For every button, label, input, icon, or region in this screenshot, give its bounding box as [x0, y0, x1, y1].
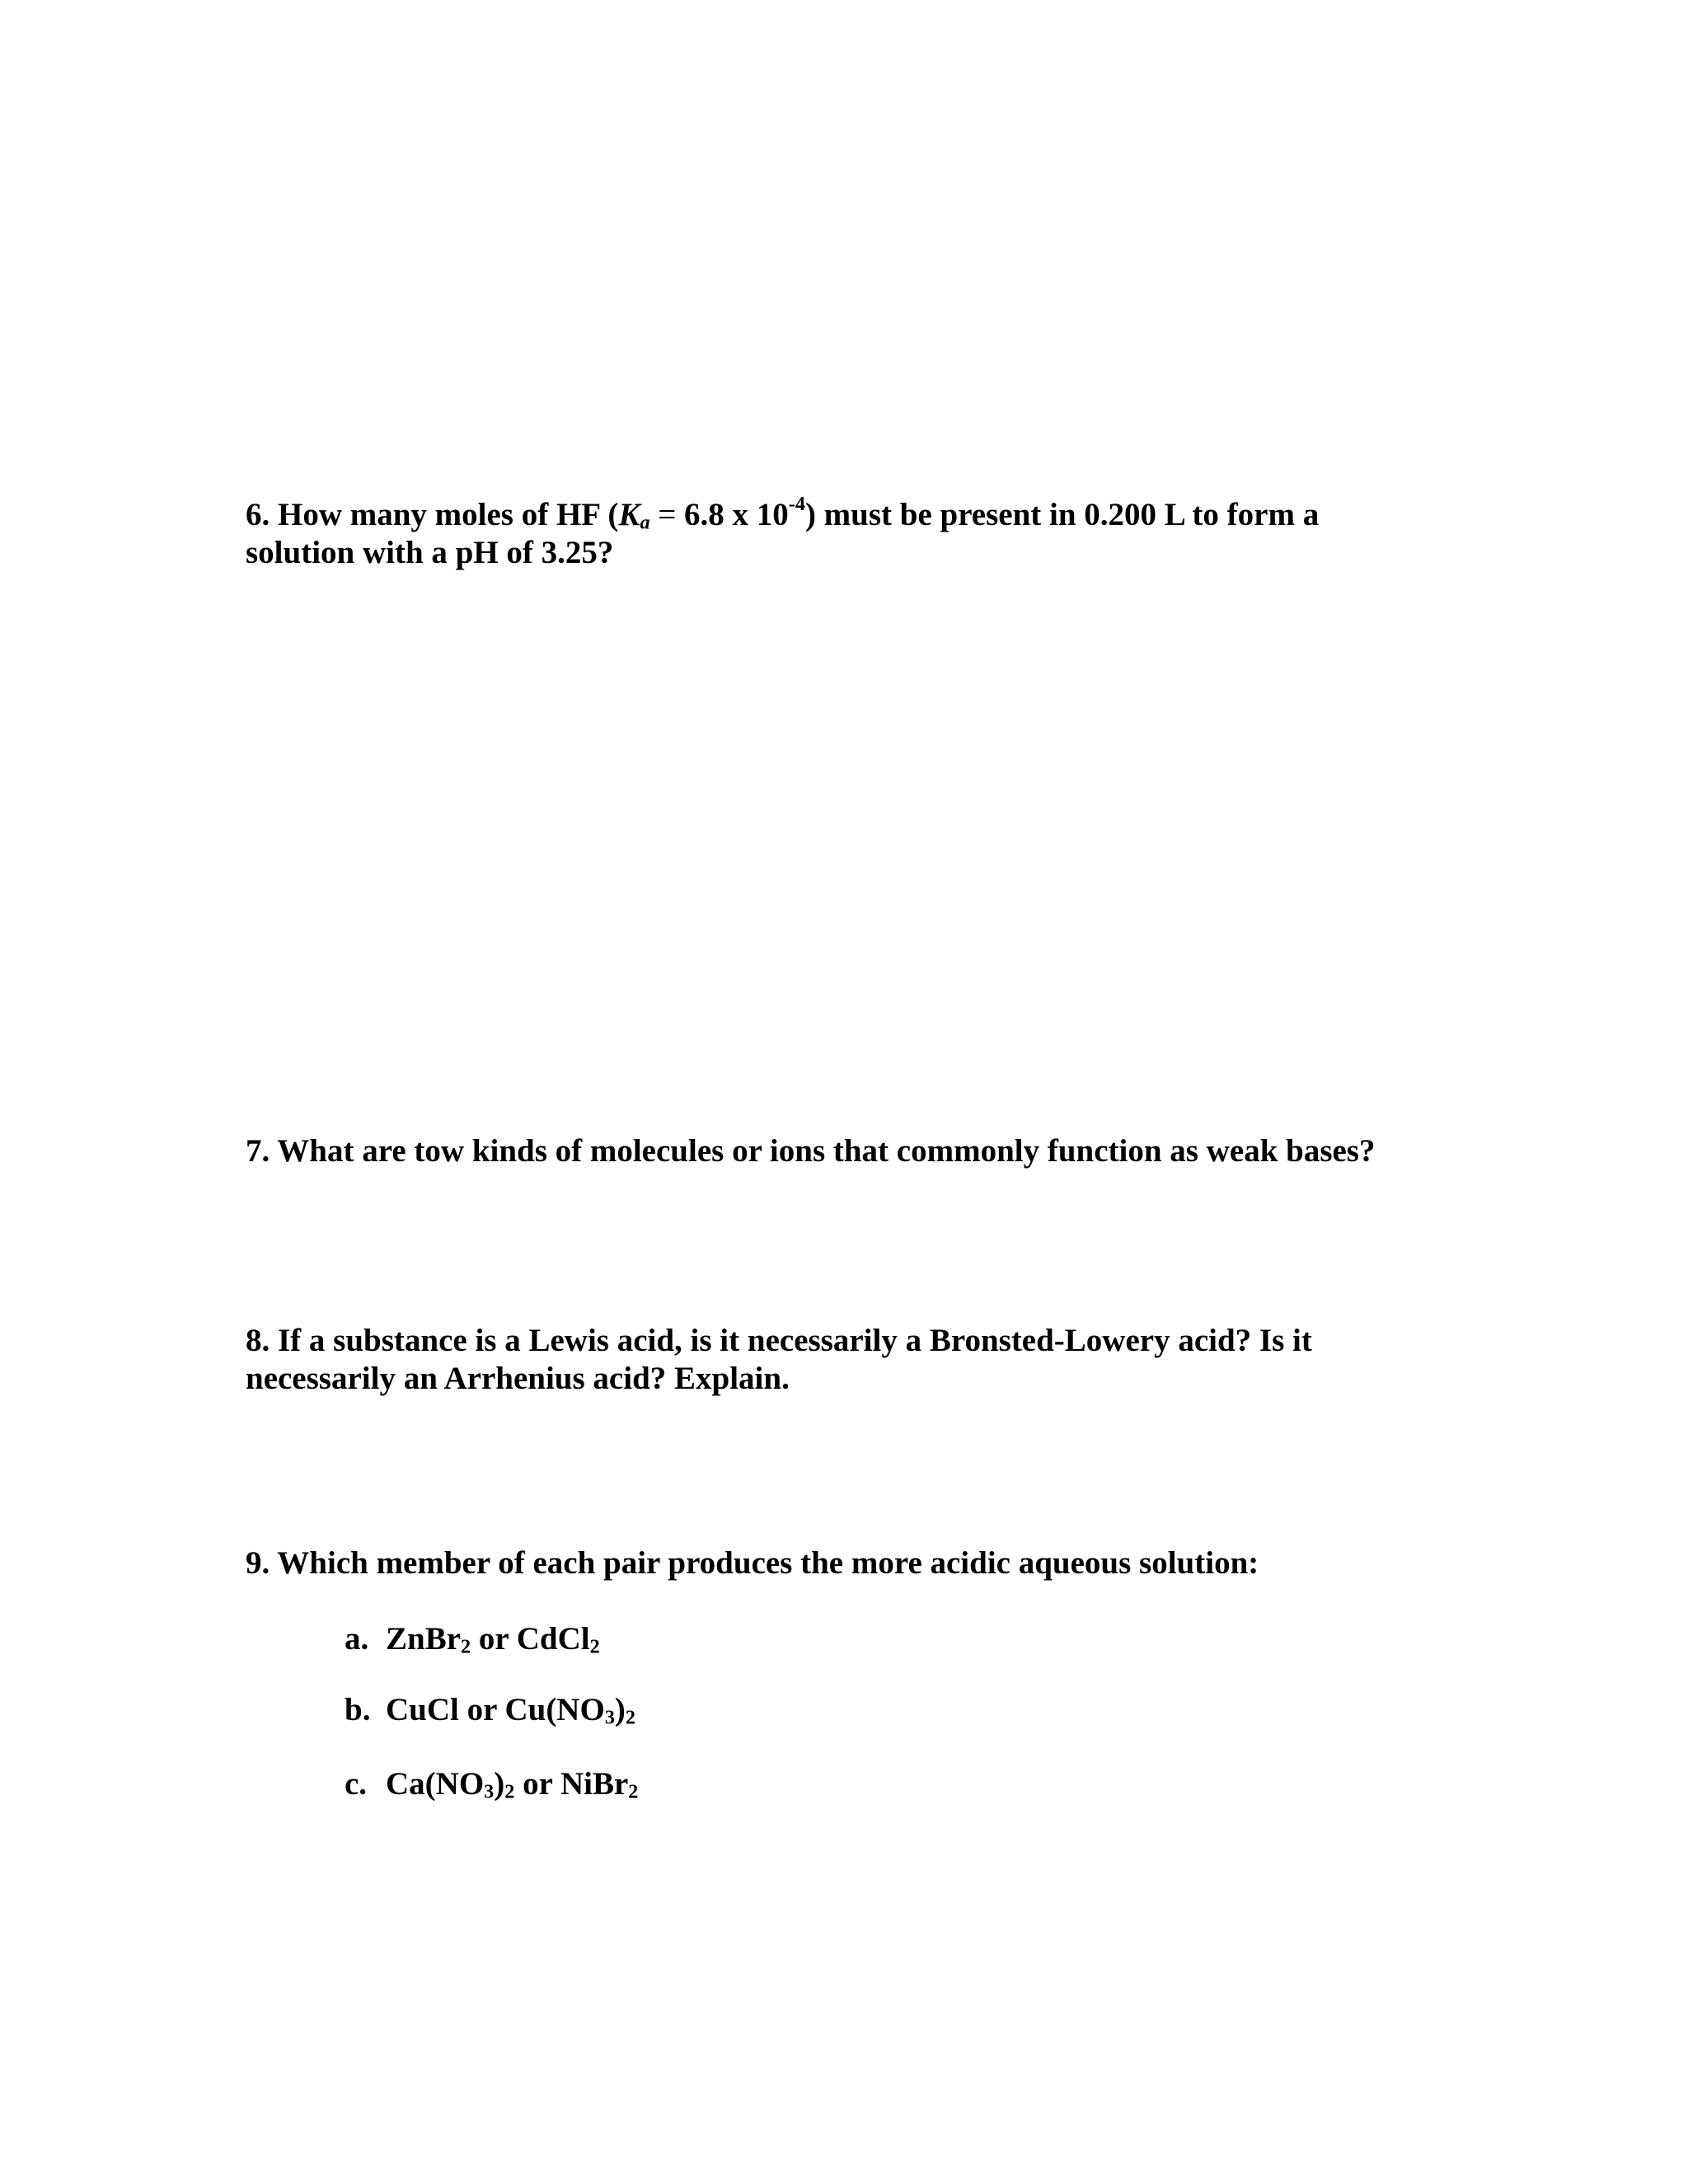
question-9-item-b — [345, 1691, 635, 1729]
formula-subscript: 3 — [604, 1706, 615, 1729]
question-9-item-c — [345, 1765, 638, 1803]
formula-subscript: 3 — [484, 1780, 495, 1803]
formula-part: ) — [494, 1766, 505, 1802]
question-8-line-2: necessarily an Arrhenius acid? Explain. — [246, 1361, 790, 1396]
formula-subscript: 2 — [504, 1780, 515, 1803]
formula-part: or CdCl — [471, 1621, 590, 1657]
item-letter: b. — [345, 1692, 371, 1727]
ka-subscript: a — [640, 511, 650, 534]
question-7: 7. What are tow kinds of molecules or ions that commonly function as weak bases? — [246, 1133, 1376, 1169]
question-8-line-1: 8. If a substance is a Lewis acid, is it necessarily a Bronsted-Lowery acid? Is it — [246, 1323, 1312, 1358]
item-letter: c. — [345, 1766, 368, 1802]
item-letter: a. — [345, 1621, 369, 1657]
question-6-intro: 6. How many moles of HF ( — [246, 497, 619, 532]
formula-subscript: 2 — [628, 1780, 639, 1803]
formula-subscript: 2 — [461, 1635, 471, 1658]
formula-part: or NiBr — [514, 1766, 629, 1802]
ka-exponent: -4 — [788, 492, 805, 515]
formula-part: ZnBr — [386, 1621, 462, 1657]
ka-value: 6.8 x 10 — [684, 497, 789, 532]
question-6-line-2: solution with a pH of 3.25? — [246, 535, 614, 570]
formula-subscript: 2 — [625, 1706, 635, 1729]
question-6-line-1 — [246, 492, 1320, 534]
formula-part: Ca(NO — [386, 1766, 485, 1802]
question-9-item-a — [345, 1620, 600, 1658]
question-9: 9. Which member of each pair produces the more acidic aqueous solution: — [246, 1545, 1259, 1581]
ka-equals: = — [649, 497, 685, 532]
ka-symbol: K — [618, 497, 640, 532]
formula-part: ) — [614, 1692, 626, 1727]
formula-subscript: 2 — [589, 1635, 600, 1658]
question-6-rest: ) must be present in 0.200 L to form a — [804, 497, 1320, 532]
formula-part: CuCl or Cu(NO — [386, 1692, 605, 1727]
